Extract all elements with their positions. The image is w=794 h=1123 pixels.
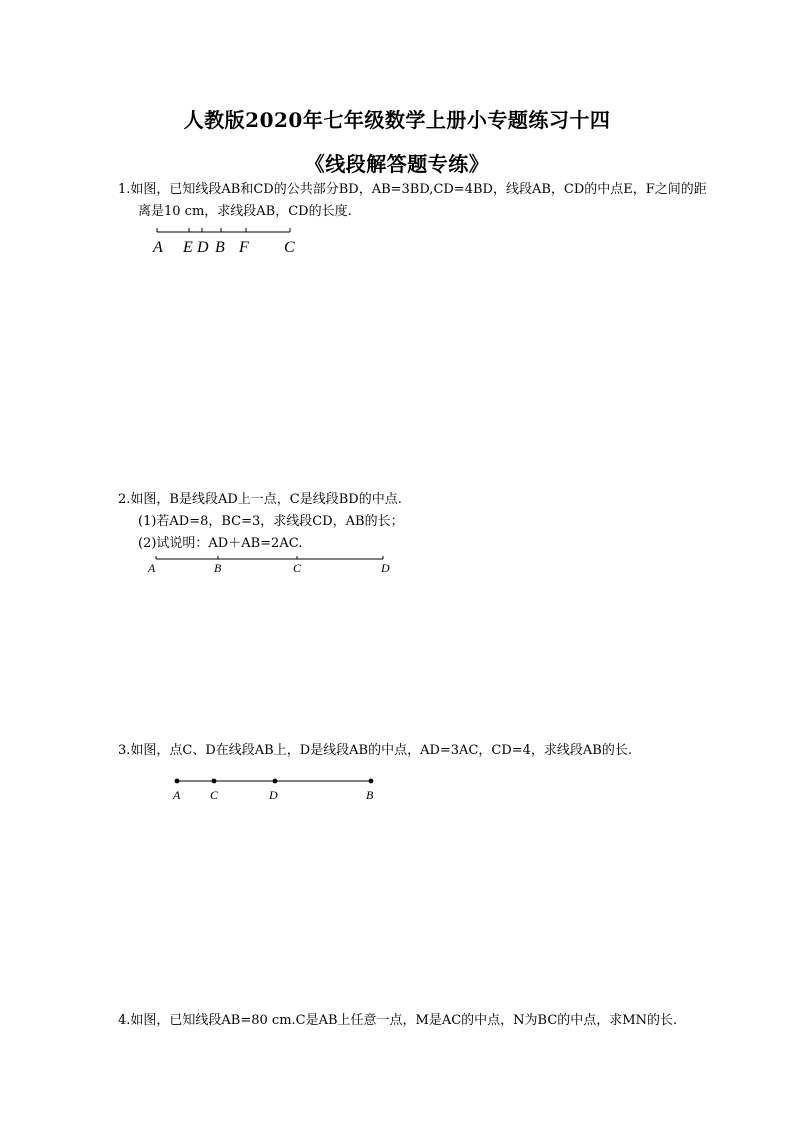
label-d: D	[197, 239, 209, 256]
question-4	[118, 1010, 718, 1032]
question-1	[118, 179, 718, 223]
question-1-line-1: 1.如图，已知线段AB和CD的公共部分BD，AB=3BD,CD=4BD，线段AB，CD的中点E，F之间的距	[118, 182, 707, 197]
question-2-line-2: (1)若AD=8，BC=3，求线段CD，AB的长；	[138, 514, 404, 529]
point-d	[273, 779, 278, 784]
label-d: D	[381, 561, 390, 575]
question-3	[118, 740, 718, 762]
figure-3-segment	[165, 772, 385, 807]
label-b: B	[215, 239, 225, 256]
question-1-line-2: 离是10 cm，求线段AB，CD的长度.	[138, 204, 352, 219]
label-c: C	[210, 788, 219, 802]
question-4-line-1: 4.如图，已知线段AB=80 cm.C是AB上任意一点，M是AC的中点，N为BC的中点，求MN的长.	[118, 1013, 678, 1028]
label-b: B	[366, 788, 374, 802]
question-2	[118, 489, 718, 555]
label-a: A	[153, 239, 163, 256]
figure-1-segment	[140, 222, 320, 262]
label-f: F	[239, 239, 249, 256]
question-3-line-1: 3.如图，点C、D在线段AB上，D是线段AB的中点，AD=3AC，CD=4，求线段AB的长.	[118, 743, 632, 758]
point-c	[212, 779, 217, 784]
point-a	[175, 779, 180, 784]
label-c: C	[293, 561, 302, 575]
label-a: A	[148, 561, 156, 575]
label-e: E	[183, 239, 193, 256]
question-2-line-3: (2)试说明：AD＋AB=2AC.	[138, 536, 303, 551]
label-d: D	[269, 788, 278, 802]
page-title: 人教版2020年七年级数学上册小专题练习十四	[183, 108, 611, 132]
page-subtitle: 《线段解答题专练》	[304, 152, 490, 176]
question-2-line-1: 2.如图，B是线段AD上一点，C是线段BD的中点.	[118, 492, 402, 507]
label-b: B	[214, 561, 222, 575]
label-c: C	[284, 239, 295, 256]
label-a: A	[173, 788, 181, 802]
figure-2-segment	[140, 552, 400, 582]
point-b	[369, 779, 374, 784]
